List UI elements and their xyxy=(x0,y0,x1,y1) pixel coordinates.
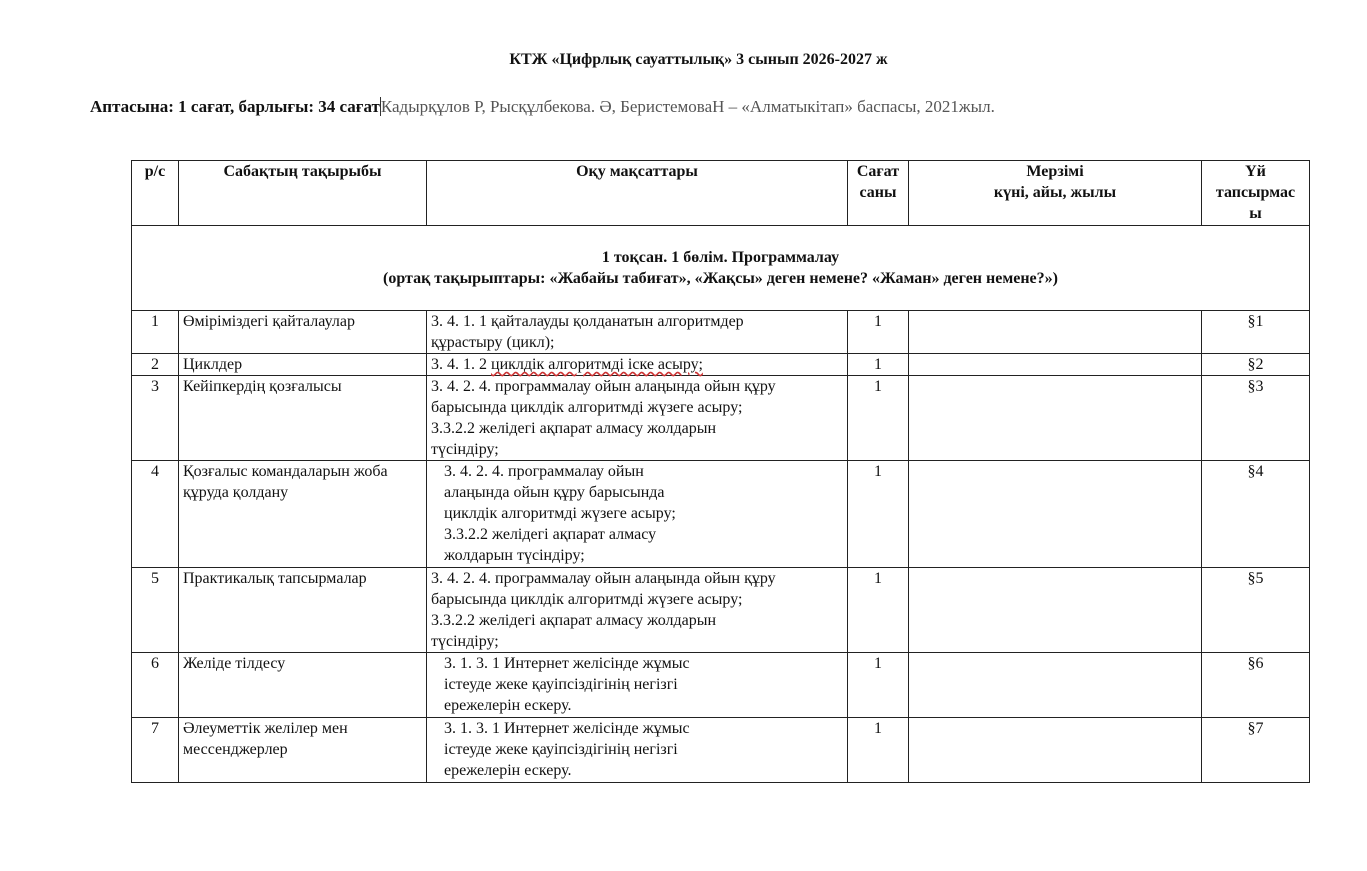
course-info-line xyxy=(90,97,995,117)
row-homework: §1 xyxy=(1202,311,1310,354)
section-heading-row xyxy=(132,226,1310,311)
row-date xyxy=(909,568,1202,653)
row-hours: 1 xyxy=(848,311,909,354)
row-hours: 1 xyxy=(848,653,909,718)
objective-line: 3. 4. 2. 4. программалау ойын алаңында ойын құру xyxy=(431,570,776,587)
objective-line: түсіндіру; xyxy=(431,441,499,458)
objective-line: істеуде жеке қауіпсіздігінің негізгі xyxy=(444,676,678,693)
row-homework: §4 xyxy=(1202,461,1310,568)
objective-line: барысында циклдік алгоритмді жүзеге асыру; xyxy=(431,591,743,608)
row-topic: Циклдер xyxy=(179,354,427,376)
document-title: КТЖ «Цифрлық сауаттылық» 3 сынып 2026-2027 ж xyxy=(509,51,888,68)
header-objectives: Оқу мақсаттары xyxy=(427,161,848,226)
row-homework: §3 xyxy=(1202,376,1310,461)
textbook-authors-text: Кадырқұлов Р, Рысқұлбекова. Ә, БеристемоваН – «Алматыкітап» баспасы, 2021жыл. xyxy=(380,97,995,116)
row-date xyxy=(909,311,1202,354)
table-row xyxy=(132,653,1310,718)
row-num: 1 xyxy=(132,311,179,354)
row-topic: Кейіпкердің қозғалысы xyxy=(179,376,427,461)
row-num: 3 xyxy=(132,376,179,461)
header-topic: Сабақтың тақырыбы xyxy=(179,161,427,226)
table-row xyxy=(132,311,1310,354)
objective-line: ережелерін ескеру. xyxy=(444,762,572,779)
row-num: 2 xyxy=(132,354,179,376)
objective-line: циклдік алгоритмді жүзеге асыру; xyxy=(444,505,676,522)
row-date xyxy=(909,354,1202,376)
header-date xyxy=(909,161,1202,226)
row-objectives xyxy=(427,568,848,653)
objective-line: 3.3.2.2 желідегі ақпарат алмасу жолдарын xyxy=(431,420,717,437)
row-hours: 1 xyxy=(848,376,909,461)
row-topic: Желіде тілдесу xyxy=(179,653,427,718)
row-objectives xyxy=(427,376,848,461)
row-topic: Практикалық тапсырмалар xyxy=(179,568,427,653)
header-num: р/с xyxy=(132,161,179,226)
row-date xyxy=(909,461,1202,568)
table-row xyxy=(132,461,1310,568)
objective-line: 3. 4. 2. 4. программалау ойын xyxy=(444,463,644,480)
objective-line: 3. 4. 1. 1 қайталауды қолданатын алгоритмдер xyxy=(431,313,744,330)
objective-line: құрастыру (цикл); xyxy=(431,334,555,351)
objective-line: істеуде жеке қауіпсіздігінің негізгі xyxy=(444,741,678,758)
row-num: 5 xyxy=(132,568,179,653)
objective-line: алаңында ойын құру барысында xyxy=(444,484,665,501)
row-date xyxy=(909,653,1202,718)
objective-line: жолдарын түсіндіру; xyxy=(444,547,585,564)
header-date-line1: Мерзімі xyxy=(1026,163,1084,180)
objective-line: 3. 1. 3. 1 Интернет желісінде жұмыс xyxy=(444,720,690,737)
table-row xyxy=(132,354,1310,376)
row-date xyxy=(909,718,1202,783)
objective-prefix: 3. 4. 1. 2 xyxy=(431,356,491,373)
row-hours: 1 xyxy=(848,568,909,653)
row-topic: Қозғалыс командаларын жоба құруда қолдану xyxy=(179,461,427,568)
objective-spellcheck-text: циклдік алгоритмді іске асыру; xyxy=(491,356,703,373)
row-objectives xyxy=(427,461,848,568)
row-homework: §2 xyxy=(1202,354,1310,376)
row-objectives xyxy=(427,718,848,783)
header-homework-line2: тапсырмас xyxy=(1215,184,1296,201)
table-row xyxy=(132,718,1310,783)
objective-line: 3.3.2.2 желідегі ақпарат алмасу жолдарын xyxy=(431,612,717,629)
objective-line: 3.3.2.2 желідегі ақпарат алмасу xyxy=(444,526,657,543)
objective-line: барысында циклдік алгоритмді жүзеге асыру; xyxy=(431,399,743,416)
row-topic: Өміріміздегі қайталаулар xyxy=(179,311,427,354)
header-hours xyxy=(848,161,909,226)
row-objectives xyxy=(427,653,848,718)
row-num: 4 xyxy=(132,461,179,568)
section-subtitle: (ортақ тақырыптары: «Жабайы табиғат», «Жақсы» деген немене? «Жаман» деген немене?») xyxy=(383,270,1058,287)
row-hours: 1 xyxy=(848,354,909,376)
row-hours: 1 xyxy=(848,461,909,568)
header-homework xyxy=(1202,161,1310,226)
header-homework-line1: Үй xyxy=(1245,163,1266,180)
objective-line: 3. 4. 2. 4. программалау ойын алаңында ойын құру xyxy=(431,378,776,395)
row-num: 6 xyxy=(132,653,179,718)
row-num: 7 xyxy=(132,718,179,783)
table-row xyxy=(132,568,1310,653)
objective-line: 3. 1. 3. 1 Интернет желісінде жұмыс xyxy=(444,655,690,672)
objective-line: түсіндіру; xyxy=(431,633,499,650)
header-homework-line3: ы xyxy=(1249,205,1262,222)
row-objectives xyxy=(427,354,848,376)
section-heading-cell xyxy=(132,226,1310,311)
header-hours-line1: Сағат xyxy=(856,163,900,180)
row-objectives xyxy=(427,311,848,354)
row-homework: §7 xyxy=(1202,718,1310,783)
table-header-row xyxy=(132,161,1310,226)
row-hours: 1 xyxy=(848,718,909,783)
table-row xyxy=(132,376,1310,461)
lesson-plan-table xyxy=(131,160,1310,783)
weekly-hours-text: Аптасына: 1 сағат, барлығы: 34 сағат xyxy=(90,97,380,116)
header-date-line2: күні, айы, жылы xyxy=(993,184,1117,201)
header-hours-line2: саны xyxy=(859,184,897,201)
row-date xyxy=(909,376,1202,461)
objective-line: ережелерін ескеру. xyxy=(444,697,572,714)
section-title: 1 тоқсан. 1 бөлім. Программалау xyxy=(601,249,840,266)
row-homework: §5 xyxy=(1202,568,1310,653)
row-topic: Әлеуметтік желілер мен мессенджерлер xyxy=(179,718,427,783)
row-homework: §6 xyxy=(1202,653,1310,718)
